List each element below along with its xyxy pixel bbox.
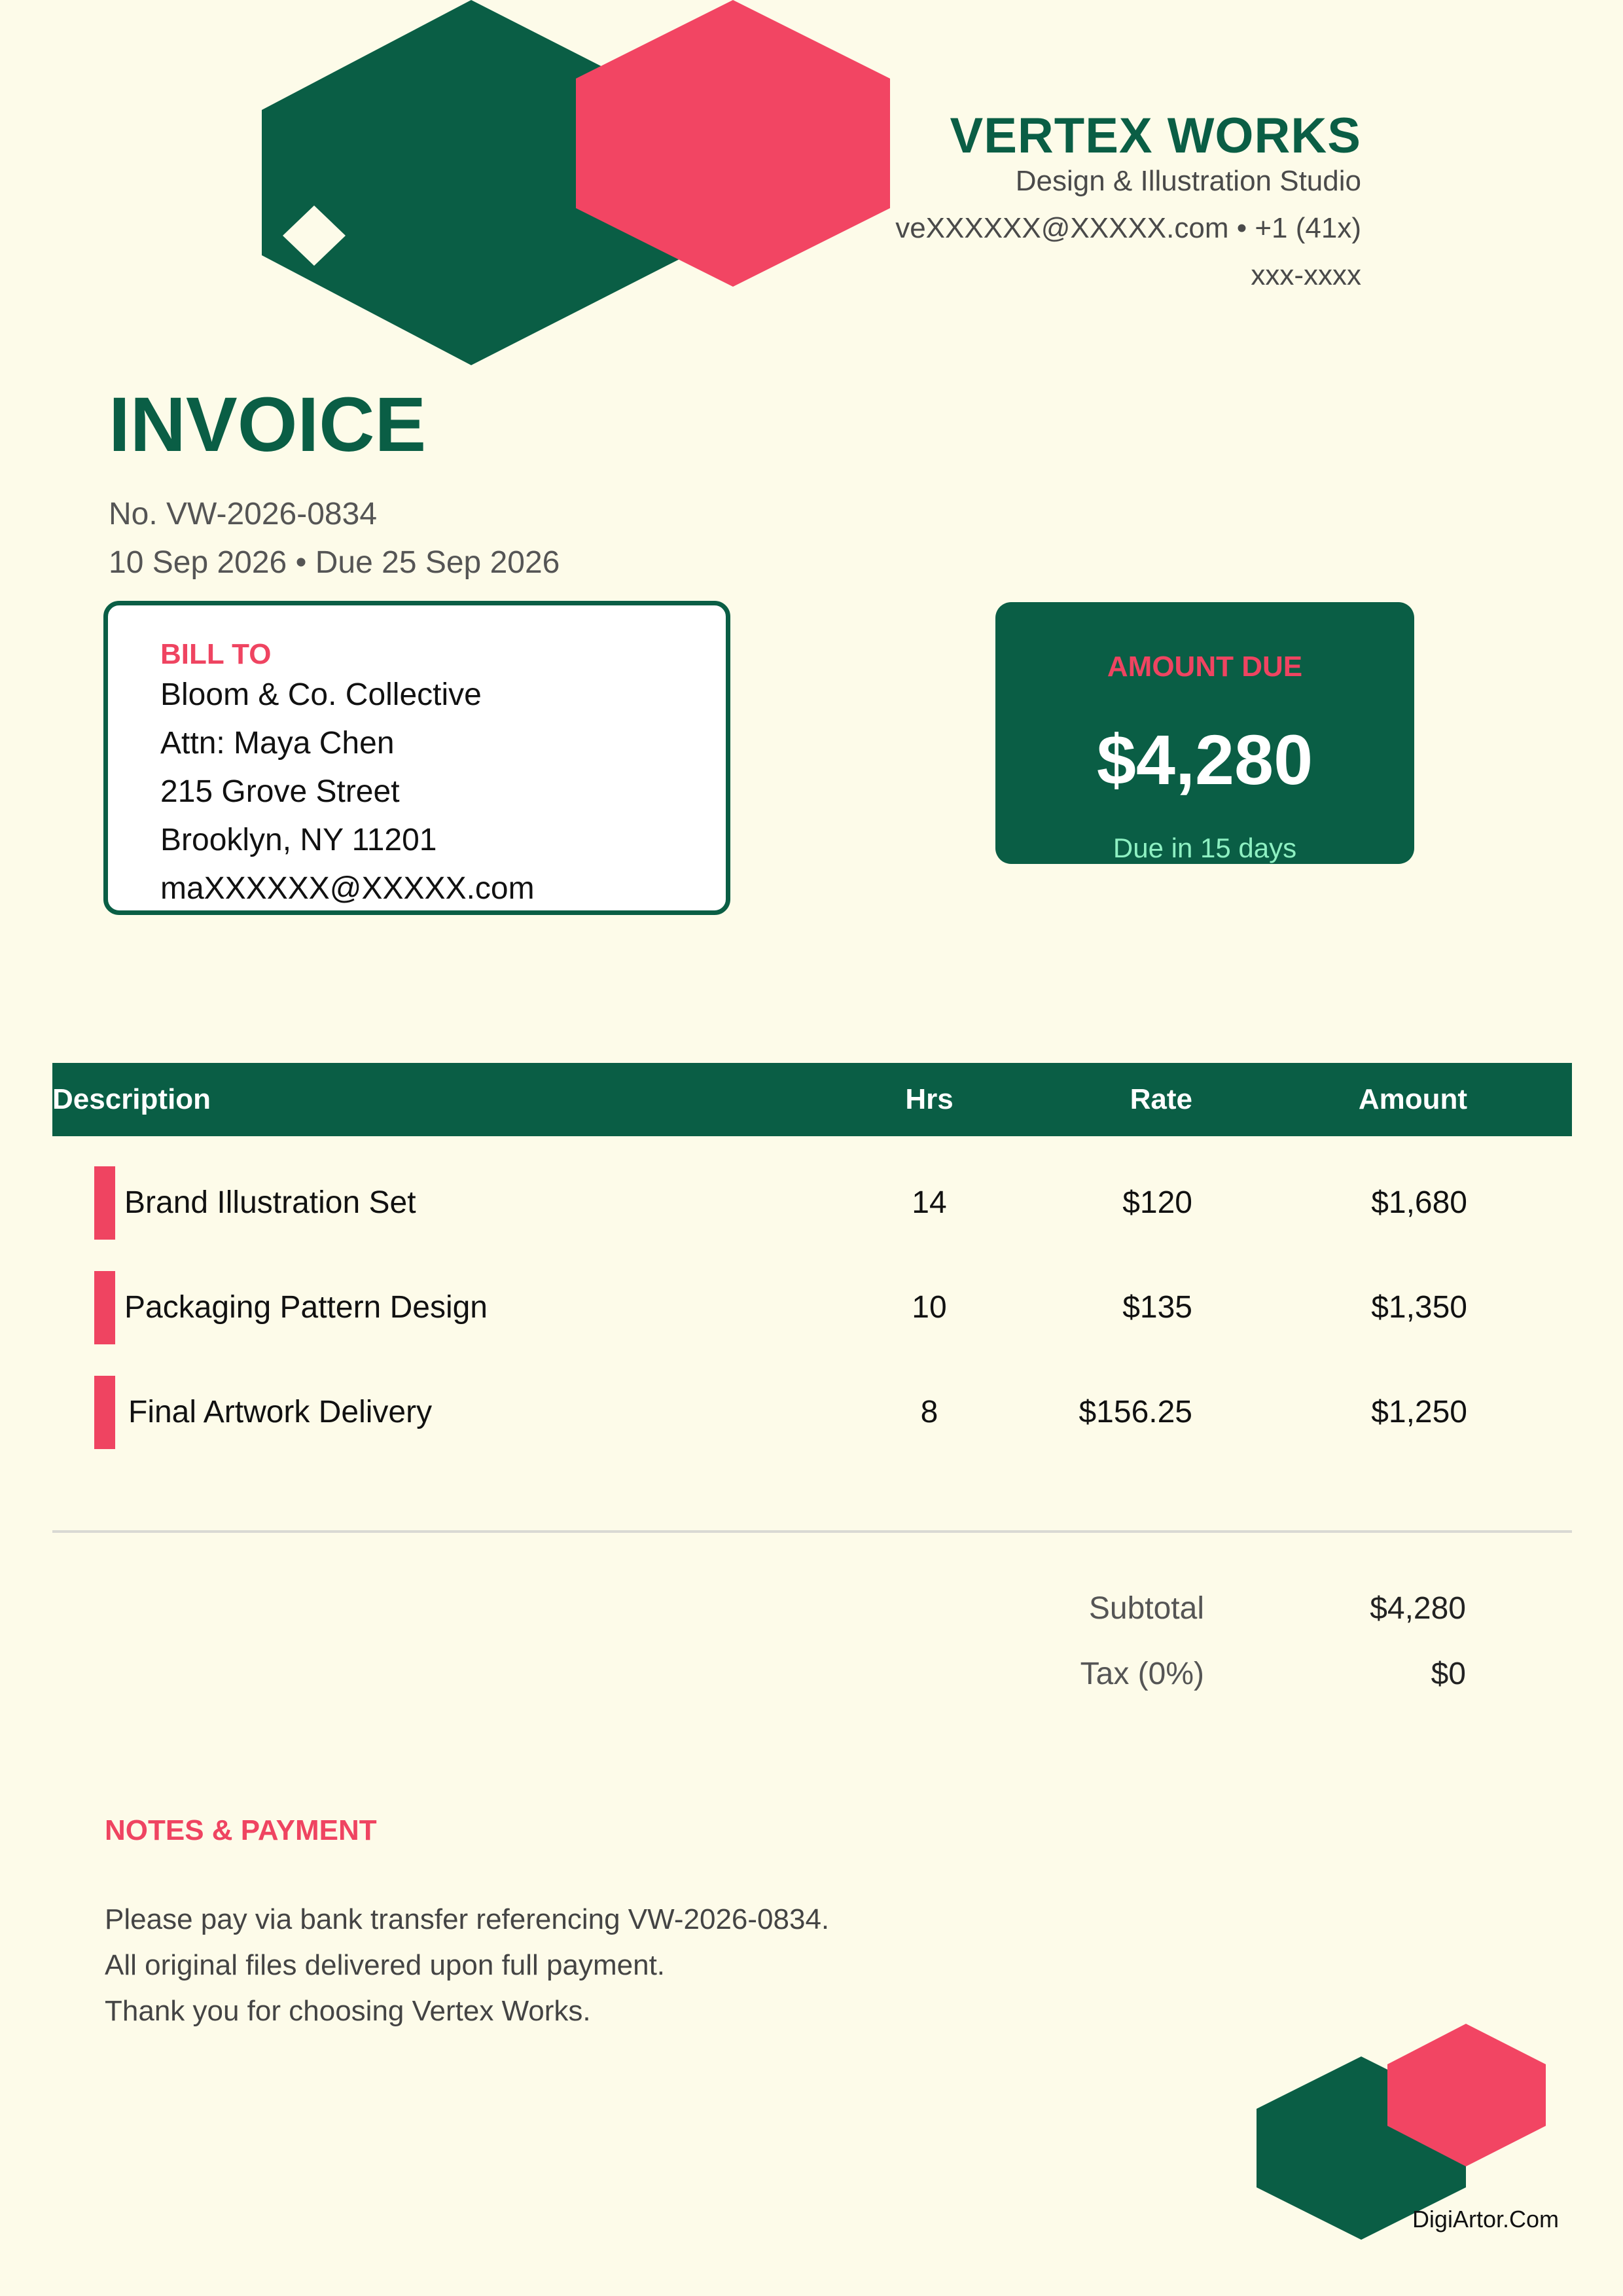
bill-to-line: maXXXXXX@XXXXX.com — [160, 871, 535, 906]
row-accent-bar — [94, 1376, 115, 1449]
table-row — [52, 1166, 1572, 1240]
column-header-amount: Amount — [1358, 1083, 1467, 1115]
cell-amount: $1,350 — [1371, 1290, 1467, 1325]
bill-to-line: Bloom & Co. Collective — [160, 677, 482, 712]
watermark: DigiArtor.Com — [1412, 2206, 1559, 2233]
company-name: VERTEX WORKS — [950, 108, 1361, 164]
cell-description: Packaging Pattern Design — [124, 1290, 488, 1325]
column-header-description: Description — [52, 1083, 211, 1115]
company-contact-phone: xxx-xxxx — [1251, 259, 1361, 291]
bill-to-label: BILL TO — [160, 638, 272, 670]
invoice-title: INVOICE — [109, 382, 427, 468]
cell-rate: $156.25 — [1079, 1395, 1192, 1429]
cell-amount: $1,250 — [1371, 1395, 1467, 1429]
cell-description: Final Artwork Delivery — [128, 1395, 433, 1429]
table-row — [52, 1271, 1572, 1344]
table-row — [52, 1376, 1572, 1449]
notes-line: All original files delivered upon full payment. — [105, 1949, 666, 1981]
cell-description: Brand Illustration Set — [124, 1185, 416, 1220]
row-accent-bar — [94, 1166, 115, 1240]
items-table-header — [52, 1063, 1572, 1136]
company-tagline: Design & Illustration Studio — [1015, 165, 1361, 197]
amount-due-label: AMOUNT DUE — [1107, 651, 1303, 683]
column-header-rate: Rate — [1130, 1083, 1192, 1115]
notes-line: Please pay via bank transfer referencing VW-2026-0834. — [105, 1903, 830, 1935]
tax-value: $0 — [1431, 1657, 1466, 1691]
amount-due-value: $4,280 — [1096, 720, 1313, 799]
cell-hrs: 10 — [912, 1290, 947, 1325]
invoice-number: No. VW-2026-0834 — [109, 497, 378, 531]
bill-to-address — [160, 671, 535, 913]
bill-to-box — [103, 601, 730, 915]
notes-line: Thank you for choosing Vertex Works. — [105, 1995, 591, 2027]
amount-due-card — [995, 602, 1414, 864]
cell-rate: $120 — [1122, 1185, 1192, 1220]
subtotal-value: $4,280 — [1370, 1591, 1466, 1626]
row-accent-bar — [94, 1271, 115, 1344]
tax-label: Tax (0%) — [1080, 1657, 1204, 1691]
company-contact: veXXXXXX@XXXXX.com • +1 (41x) — [895, 212, 1361, 244]
notes-body — [105, 1897, 829, 2034]
column-header-hrs: Hrs — [905, 1083, 954, 1115]
cell-rate: $135 — [1122, 1290, 1192, 1325]
bill-to-line: Attn: Maya Chen — [160, 726, 395, 761]
amount-due-note: Due in 15 days — [1113, 833, 1297, 863]
invoice-dates: 10 Sep 2026 • Due 25 Sep 2026 — [109, 545, 560, 580]
notes-heading: NOTES & PAYMENT — [105, 1814, 377, 1846]
table-divider — [52, 1530, 1572, 1533]
company-header — [895, 108, 1361, 292]
bill-to-line: 215 Grove Street — [160, 774, 400, 809]
cell-amount: $1,680 — [1371, 1185, 1467, 1220]
bill-to-line: Brooklyn, NY 11201 — [160, 823, 437, 857]
subtotal-label: Subtotal — [1088, 1591, 1204, 1626]
cell-hrs: 8 — [920, 1395, 938, 1429]
cell-hrs: 14 — [912, 1185, 947, 1220]
